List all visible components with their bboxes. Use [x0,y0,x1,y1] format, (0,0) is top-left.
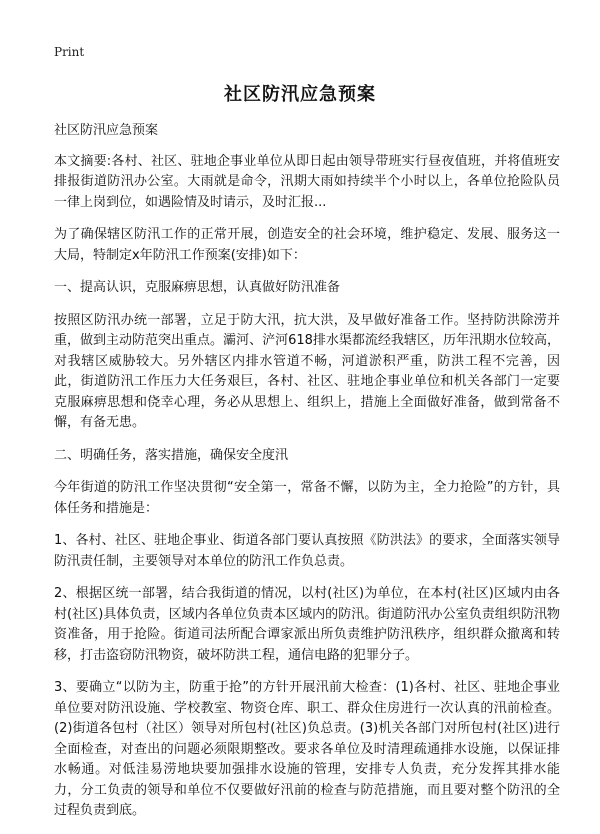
document-title: 社区防汛应急预案 [224,84,376,105]
task-item-1: 1、各村、社区、驻地企事业、街道各部门要认真按照《防洪法》的要求，全面落实领导防汛责任制，主要领导对本单位的防汛工作负总责。 [54,533,560,569]
document-body [54,121,560,834]
section-heading-1: 一、提高认识，克服麻痹思想，认真做好防汛准备 [54,280,341,295]
document-subtitle: 社区防汛应急预案 [54,123,159,138]
abstract-paragraph: 本文摘要:各村、社区、驻地企事业单位从即日起由领导带班实行昼夜值班，并将值班安排报街道防汛办公室。大雨就是命令，汛期大雨如持续半个小时以上，各单位抢险队员一律上岗到位，如遇险情及时请示，及时汇报... [54,153,560,210]
section-1-paragraph: 按照区防汛办统一部署，立足于防大汛，抗大洪，及早做好准备工作。坚持防洪除涝并重，做到主动防范突出重点。灞河、浐河618排水渠都流经我辖区，历年汛期水位较高，对我辖区威胁较大。另外辖区内排水管道不畅，河道淤积严重，防洪工程不完善，因此，街道防汛工作压力大任务艰巨，各村、社区、驻地企事业单位和机关各部门一定要克服麻痹思想和侥幸心理，务必从思想上、组织上，措施上全面做好准备，做到常备不懈，有备无患。 [54,312,560,430]
print-link[interactable]: Print [54,45,85,59]
intro-paragraph: 为了确保辖区防汛工作的正常开展，创造安全的社会环境，维护稳定、发展、服务这一大局，特制定x年防汛工作预案(安排)如下： [54,227,560,263]
section-2-intro-paragraph: 今年街道的防汛工作坚决贯彻“安全第一，常备不懈，以防为主，全力抢险”的方针，具体任务和措施是： [54,480,560,516]
section-heading-2: 二、明确任务，落实措施，确保安全度汛 [54,447,289,463]
task-item-2: 2、根据区统一部署，结合我街道的情况，以村(社区)为单位，在本村(社区)区域内由各村(社区)具体负责，区域内各单位负责本区域内的防汛。街道防汛办公室负责组织防汛物资准备，用于抢险。街道司法所配合谭家派出所负责维护防汛秩序，组织群众撤离和转移，打击盗窃防汛物资，破坏防洪工程，通信电路的犯罪分子。 [54,586,560,663]
task-item-3: 3、要确立“以防为主，防重于抢”的方针开展汛前大检查：(1)各村、社区、驻地企事业单位要对防汛设施、学校教室、物资仓库、职工、群众住房进行一次认真的汛前检查。(2)街道各包村（社区）领导对所包村(社区)负总责。(3)机关各部门对所包村(社区)进行全面检查，对查出的问题必须限期整改。要求各单位及时清理疏通排水设施，以保证排水畅通。对低洼易涝地块要加强排水设施的管理，安排专人负责，充分发挥其排水能力，分工负责的领导和单位不仅要做好汛前的检查与防范措施，而且要对整个防汛的全过程负责到底。 [54,680,560,818]
